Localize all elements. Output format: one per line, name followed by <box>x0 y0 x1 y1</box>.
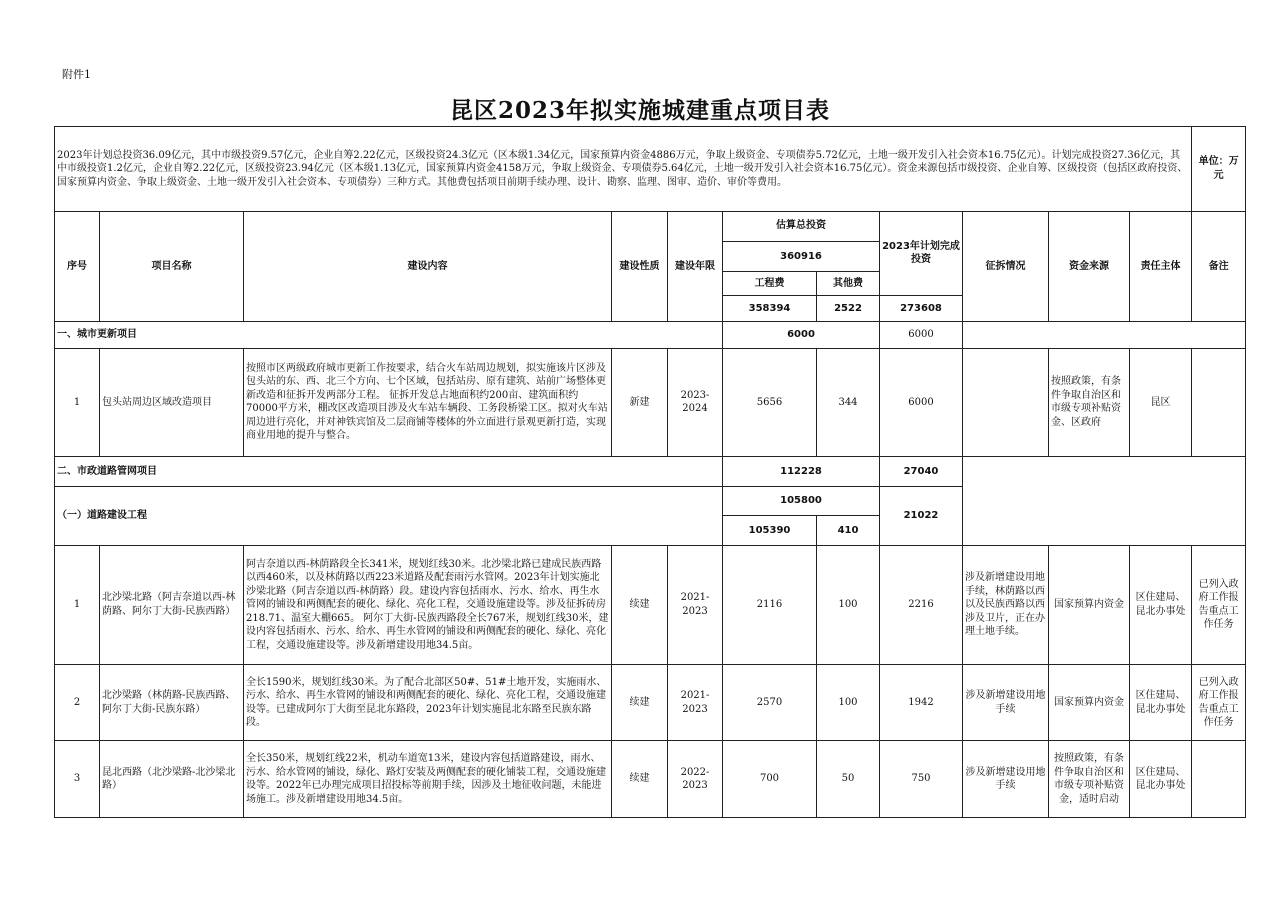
est-total-value: 360916 <box>723 241 880 271</box>
subsection-eng: 105390 <box>723 515 817 545</box>
section-row <box>55 322 1246 348</box>
header-demolition: 征拆情况 <box>963 211 1049 322</box>
project-table <box>54 126 1246 818</box>
section-plan: 6000 <box>880 322 963 348</box>
subsection-title: （一）道路建设工程 <box>55 486 723 545</box>
row-eng: 2116 <box>723 545 817 664</box>
intro-text: 2023年计划总投资36.09亿元，其中市级投资9.57亿元，企业自筹2.22亿元，区级投资24.3亿元（区本级1.34亿元，国家预算内资金4886万元，争取上级资金、专项债券5.72亿元，土地一级开发引入社会资本16.75亿元）。计划完成投资27.36亿元，其中市级投资1.2亿元，企业自筹2.22亿元，区级投资23.94亿元（区本级1.13亿元，国家预算内资金4158万元，争取上级资金、专项债券5.64亿元，土地一级开发引入社会资本16.75亿元）。资金来源包括市级投资、企业自筹、区级投资（包括区政府投资、国家预算内资金、争取上级资金、土地一级开发引入社会资本、专项债券）三种方式。其他费包括项目前期手续办理、设计、勘察、监理、图审、造价、审价等费用。 <box>55 127 1192 212</box>
section-row <box>55 457 1246 486</box>
header-funding: 资金来源 <box>1049 211 1130 322</box>
header-content: 建设内容 <box>244 211 612 322</box>
row-remark <box>1192 348 1246 457</box>
header-name: 项目名称 <box>100 211 244 322</box>
subsection-est-total: 105800 <box>723 486 880 515</box>
row-nature: 续建 <box>612 545 668 664</box>
row-content: 全长350米，规划红线22米，机动车道宽13米，建设内容包括道路建设，雨水、污水、给水管网的铺设，绿化、路灯安装及两侧配套的硬化铺装工程，交通设施建设等。2022年已办理完成项目招投标等前期手续，因涉及土地征收问题，未能进场施工。涉及新增建设用地34.5亩。 <box>244 741 612 818</box>
row-plan: 2216 <box>880 545 963 664</box>
row-content: 按照市区两级政府城市更新工作按要求，结合火车站周边规划，拟实施该片区涉及包头站的东、西、北三个方向、七个区域，包括站房、原有建筑、站前广场整体更新改造和征拆开发两部分工程。 征拆开发总占地面积约200亩、建筑面积约70000平方米，棚改区改造项目涉及火车站车辆段、工务段桥梁工区。拟对火车站周边进行亮化，并对神铁宾馆及二层商铺等楼体的外立面进行景观更新打造，实现商业用地的提升与整合。 <box>244 348 612 457</box>
row-remark: 已列入政府工作报告重点工作任务 <box>1192 664 1246 741</box>
row-owner: 区住建局、昆北办事处 <box>1130 664 1192 741</box>
section-est-total: 112228 <box>723 457 880 486</box>
header-period: 建设年限 <box>668 211 723 322</box>
table-row <box>55 348 1246 457</box>
section-plan: 27040 <box>880 457 963 486</box>
row-period: 2021-2023 <box>668 545 723 664</box>
row-nature: 新建 <box>612 348 668 457</box>
row-funding: 按照政策，有条件争取自治区和市级专项补贴资金，适时启动 <box>1049 741 1130 818</box>
row-seq: 1 <box>55 545 100 664</box>
row-funding: 国家预算内资金 <box>1049 545 1130 664</box>
row-demolition: 涉及新增建设用地手续 <box>963 741 1049 818</box>
row-other: 100 <box>817 545 880 664</box>
row-remark: 已列入政府工作报告重点工作任务 <box>1192 545 1246 664</box>
row-demolition <box>963 348 1049 457</box>
row-funding: 按照政策，有条件争取自治区和市级专项补贴资金、区政府 <box>1049 348 1130 457</box>
row-period: 2023-2024 <box>668 348 723 457</box>
row-eng: 2570 <box>723 664 817 741</box>
eng-fee-total: 358394 <box>723 296 817 322</box>
header-row-1 <box>55 211 1246 241</box>
subsection-other: 410 <box>817 515 880 545</box>
row-plan: 6000 <box>880 348 963 457</box>
table-row <box>55 741 1246 818</box>
row-period: 2021-2023 <box>668 664 723 741</box>
row-other: 100 <box>817 664 880 741</box>
plan-2023-total: 273608 <box>880 296 963 322</box>
row-owner: 区住建局、昆北办事处 <box>1130 741 1192 818</box>
row-owner: 区住建局、昆北办事处 <box>1130 545 1192 664</box>
row-plan: 750 <box>880 741 963 818</box>
row-nature: 续建 <box>612 664 668 741</box>
section-title: 一、城市更新项目 <box>55 322 723 348</box>
header-est-total: 估算总投资 <box>723 211 880 241</box>
other-fee-total: 2522 <box>817 296 880 322</box>
table-row <box>55 664 1246 741</box>
row-remark <box>1192 741 1246 818</box>
row-name: 昆北西路（北沙梁路-北沙梁北路） <box>100 741 244 818</box>
header-other-fee: 其他费 <box>817 272 880 296</box>
row-name: 包头站周边区域改造项目 <box>100 348 244 457</box>
row-content: 全长1590米，规划红线30米。为了配合北部区50#、51#土地开发，实施雨水、污水、给水、再生水管网的铺设和两侧配套的硬化、绿化、亮化工程，交通设施建设等。已建成阿尔丁大街至昆北东路段，2023年计划实施昆北东路至民族东路段。 <box>244 664 612 741</box>
row-plan: 1942 <box>880 664 963 741</box>
header-nature: 建设性质 <box>612 211 668 322</box>
row-demolition: 涉及新增建设用地手续 <box>963 664 1049 741</box>
unit-label: 单位：万元 <box>1192 127 1246 212</box>
header-remark: 备注 <box>1192 211 1246 322</box>
header-seq: 序号 <box>55 211 100 322</box>
attachment-label: 附件1 <box>62 68 91 81</box>
table-row <box>55 545 1246 664</box>
row-funding: 国家预算内资金 <box>1049 664 1130 741</box>
section-title: 二、市政道路管网项目 <box>55 457 723 486</box>
row-period: 2022-2023 <box>668 741 723 818</box>
row-seq: 3 <box>55 741 100 818</box>
row-eng: 700 <box>723 741 817 818</box>
row-name: 北沙梁北路（阿吉奈道以西-林荫路、阿尔丁大街-民族西路） <box>100 545 244 664</box>
row-eng: 5656 <box>723 348 817 457</box>
header-plan-2023: 2023年计划完成投资 <box>880 211 963 296</box>
row-other: 50 <box>817 741 880 818</box>
row-content: 阿吉奈道以西-林荫路段全长341米，规划红线30米。北沙梁北路已建成民族西路以西460米，以及林荫路以西223米道路及配套雨污水管网。2023年计划实施北沙梁北路（阿吉奈道以西-林荫路）段。建设内容包括雨水、污水、给水、再生水管网的铺设和两侧配套的硬化、绿化、亮化工程，交通设施建设等。涉及征拆砖房218.71、温室大棚665。 阿尔丁大街-民族西路段全长767米，规划红线30米，建设内容包括雨水、污水、给水、再生水管网的铺设和两侧配套的硬化、绿化、亮化工程，交通设施建设等。涉及新增建设用地34.5亩。 <box>244 545 612 664</box>
header-owner: 责任主体 <box>1130 211 1192 322</box>
header-eng-fee: 工程费 <box>723 272 817 296</box>
intro-row <box>55 127 1246 212</box>
row-seq: 1 <box>55 348 100 457</box>
row-owner: 昆区 <box>1130 348 1192 457</box>
row-seq: 2 <box>55 664 100 741</box>
subsection-plan: 21022 <box>880 486 963 545</box>
row-other: 344 <box>817 348 880 457</box>
row-demolition: 涉及新增建设用地手续，林荫路以西以及民族西路以西涉及卫片，正在办理土地手续。 <box>963 545 1049 664</box>
row-nature: 续建 <box>612 741 668 818</box>
section-est-total: 6000 <box>723 322 880 348</box>
page-title: 昆区2023年拟实施城建重点项目表 <box>449 97 830 124</box>
row-name: 北沙梁路（林荫路-民族西路、阿尔丁大街-民族东路） <box>100 664 244 741</box>
